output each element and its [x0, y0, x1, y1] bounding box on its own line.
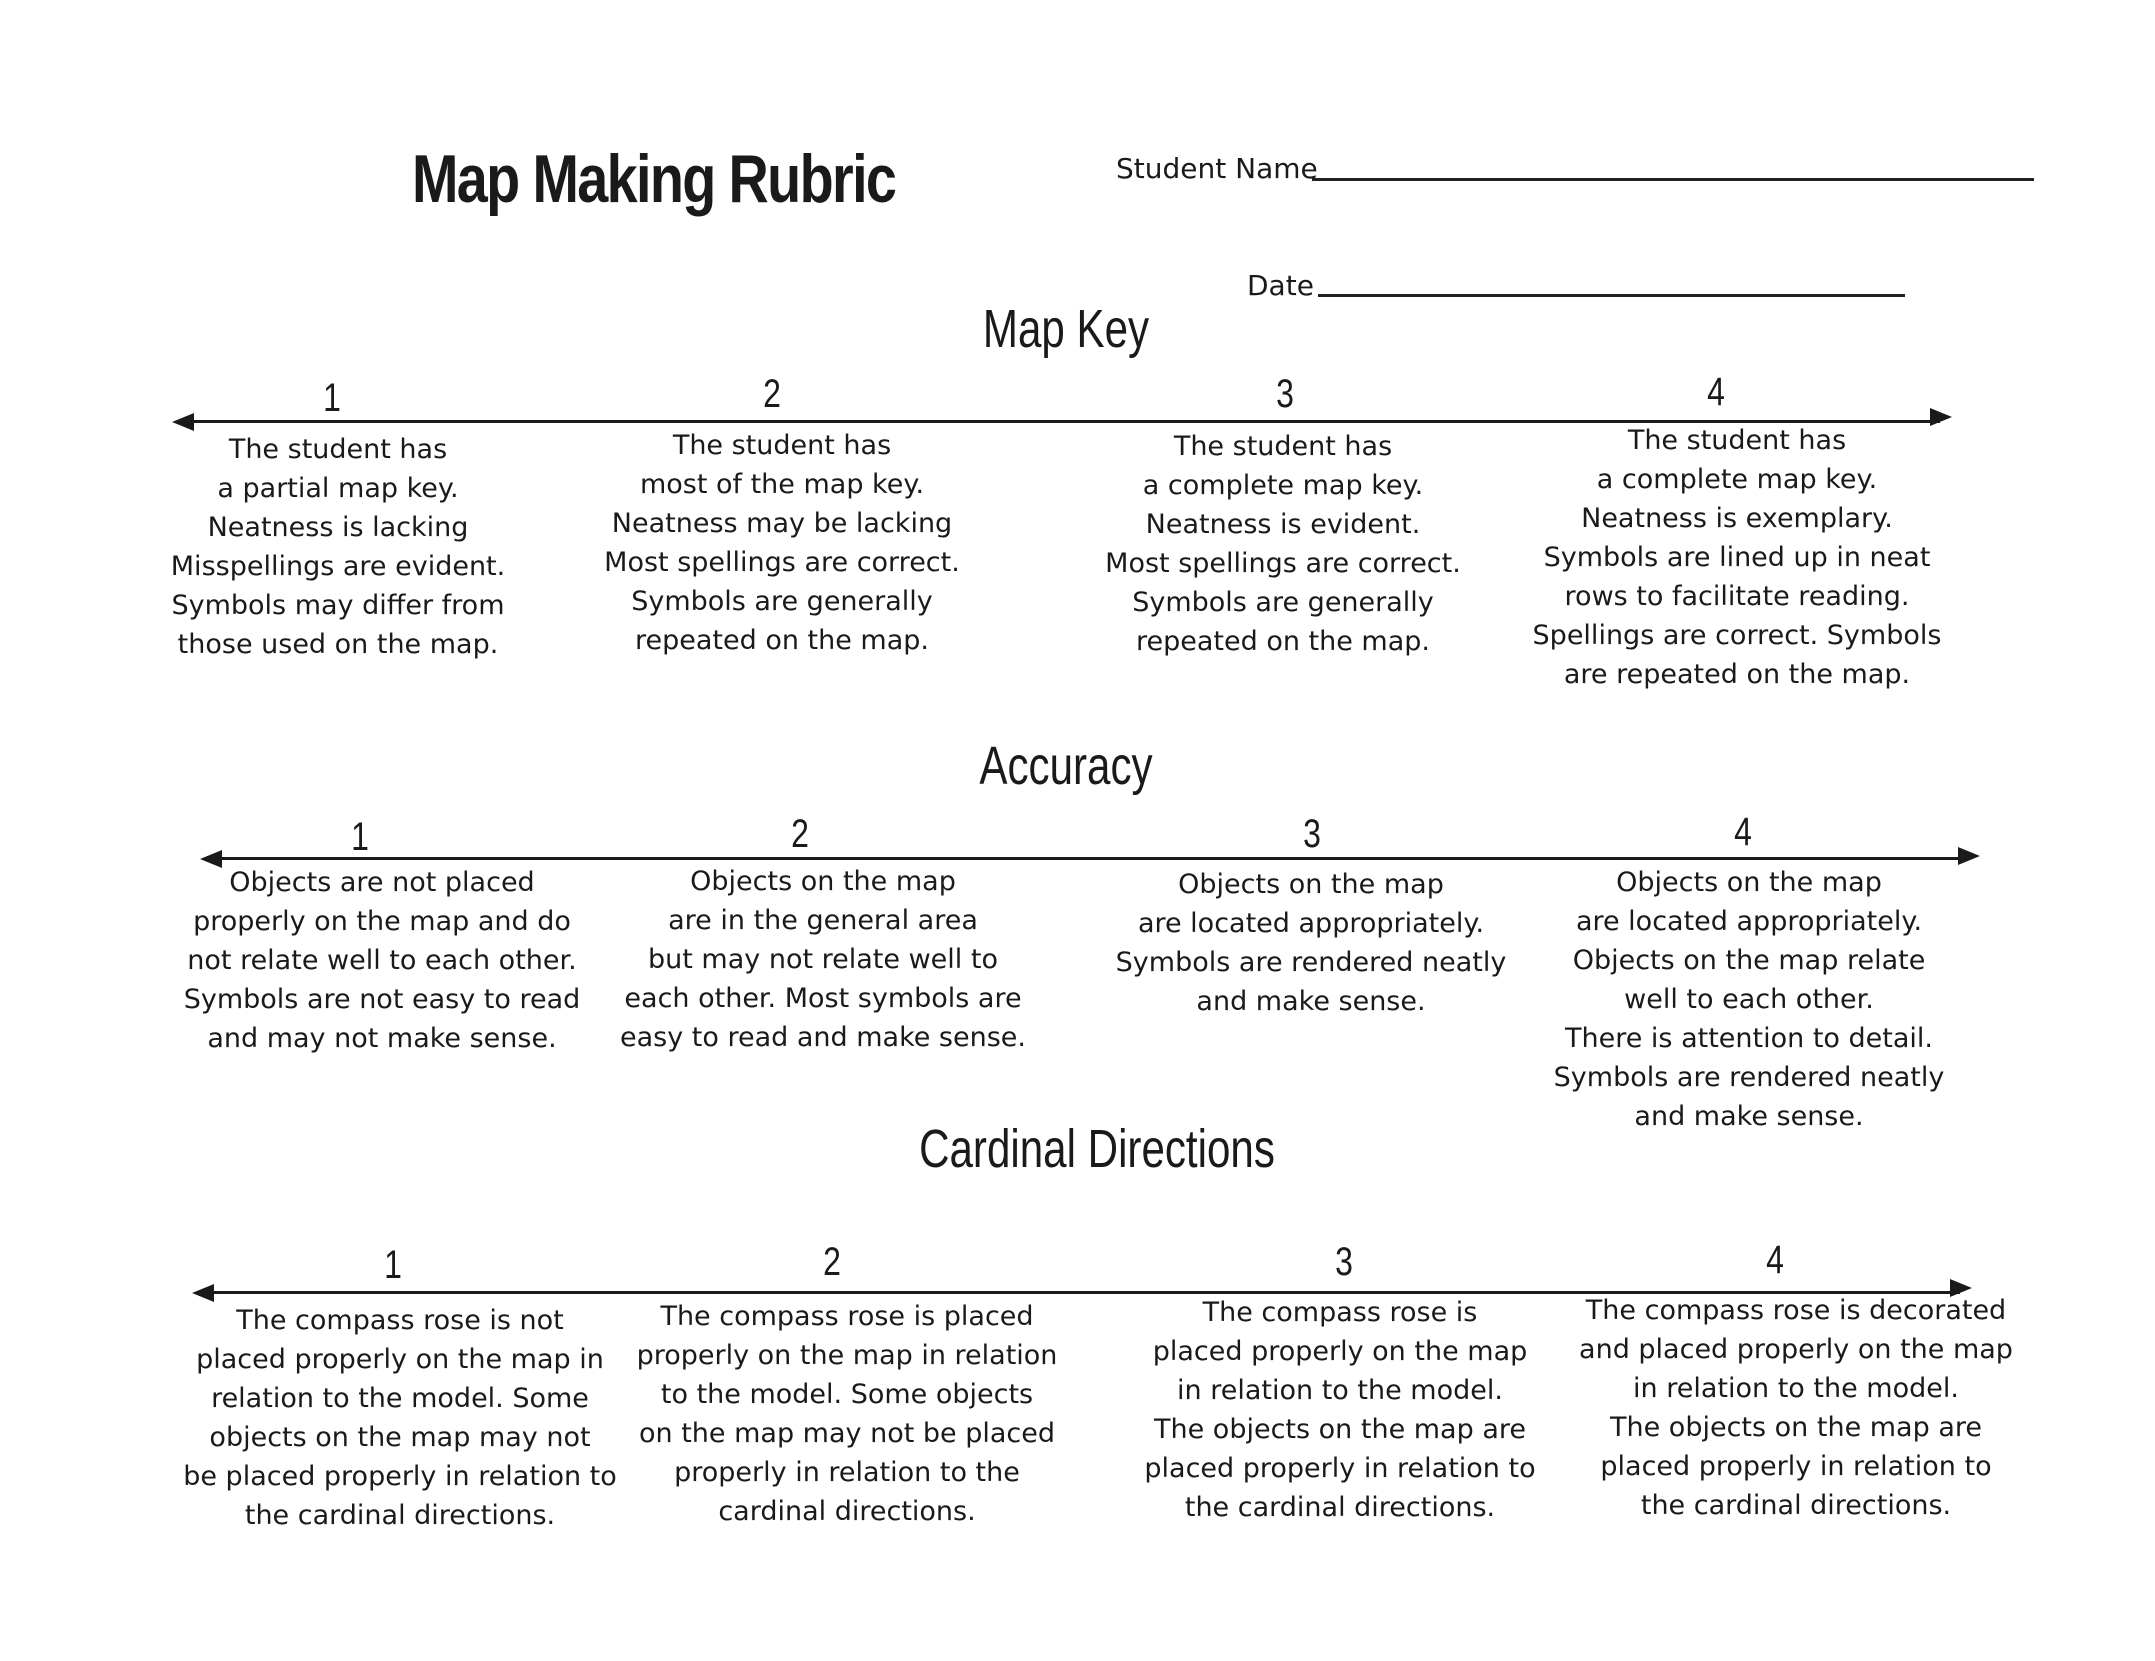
date-field[interactable] [1318, 294, 1905, 297]
rubric-cell: The compass rose is decorated and placed properly on the map in relation to the model. The objects on the map are placed properly in relation to the cardinal directions. [1579, 1295, 2013, 1521]
rubric-cell: Objects on the map are located appropriately. Symbols are rendered neatly and make sense. [1115, 869, 1507, 1017]
rubric-cell: The student has a complete map key. Neatness is evident. Most spellings are correct. Symbols are generally repeated on the map. [1105, 431, 1461, 657]
rubric-cell: The student has a complete map key. Neatness is exemplary. Symbols are lined up in neat rows to facilitate reading. Spellings are correct. Symbols are repeated on the map. [1532, 425, 1942, 690]
section-title-map-key: Map Key [982, 299, 1150, 359]
score-label: 3 [1303, 812, 1321, 856]
score-label: 1 [384, 1243, 402, 1287]
date-label: Date [1247, 269, 1314, 302]
page-title: Map Making Rubric [412, 141, 896, 217]
section-title-cardinal-directions: Cardinal Directions [919, 1119, 1275, 1179]
scale-line [218, 857, 1968, 860]
score-label: 2 [791, 812, 809, 856]
rubric-cell: The compass rose is placed properly on the map in relation to the model. The objects on the map are placed properly in relation to the cardinal directions. [1144, 1297, 1536, 1523]
student-name-field[interactable] [1312, 178, 2034, 181]
rubric-cell: Objects are not placed properly on the map and do not relate well to each other. Symbols are not easy to read and may not make sense. [183, 867, 581, 1054]
score-label: 4 [1766, 1238, 1784, 1282]
rubric-cell: The compass rose is not placed properly on the map in relation to the model. Some objects on the map may not be placed properly in relation to the cardinal directions. [183, 1305, 617, 1531]
score-label: 1 [323, 376, 341, 420]
score-label: 2 [823, 1240, 841, 1284]
score-label: 1 [351, 815, 369, 859]
section-title-accuracy: Accuracy [979, 736, 1153, 796]
rubric-cell: The student has a partial map key. Neatness is lacking Misspellings are evident. Symbols may differ from those used on the map. [170, 434, 506, 660]
rubric-cell: The student has most of the map key. Neatness may be lacking Most spellings are correct. Symbols are generally repeated on the map. [604, 430, 960, 656]
rubric-cell: Objects on the map are located appropriately. Objects on the map relate well to each other. There is attention to detail. Symbols are rendered neatly and make sense. [1553, 867, 1945, 1132]
score-label: 4 [1707, 370, 1725, 414]
score-label: 3 [1335, 1240, 1353, 1284]
score-label: 2 [763, 372, 781, 416]
score-label: 4 [1734, 810, 1752, 854]
student-name-label: Student Name [1116, 152, 1318, 185]
rubric-cell: Objects on the map are in the general area but may not relate well to each other. Most symbols are easy to read and make sense. [619, 866, 1026, 1053]
score-label: 3 [1276, 372, 1294, 416]
rubric-cell: The compass rose is placed properly on the map in relation to the model. Some objects on the map may not be placed properly in relation to the cardinal directions. [636, 1301, 1058, 1527]
